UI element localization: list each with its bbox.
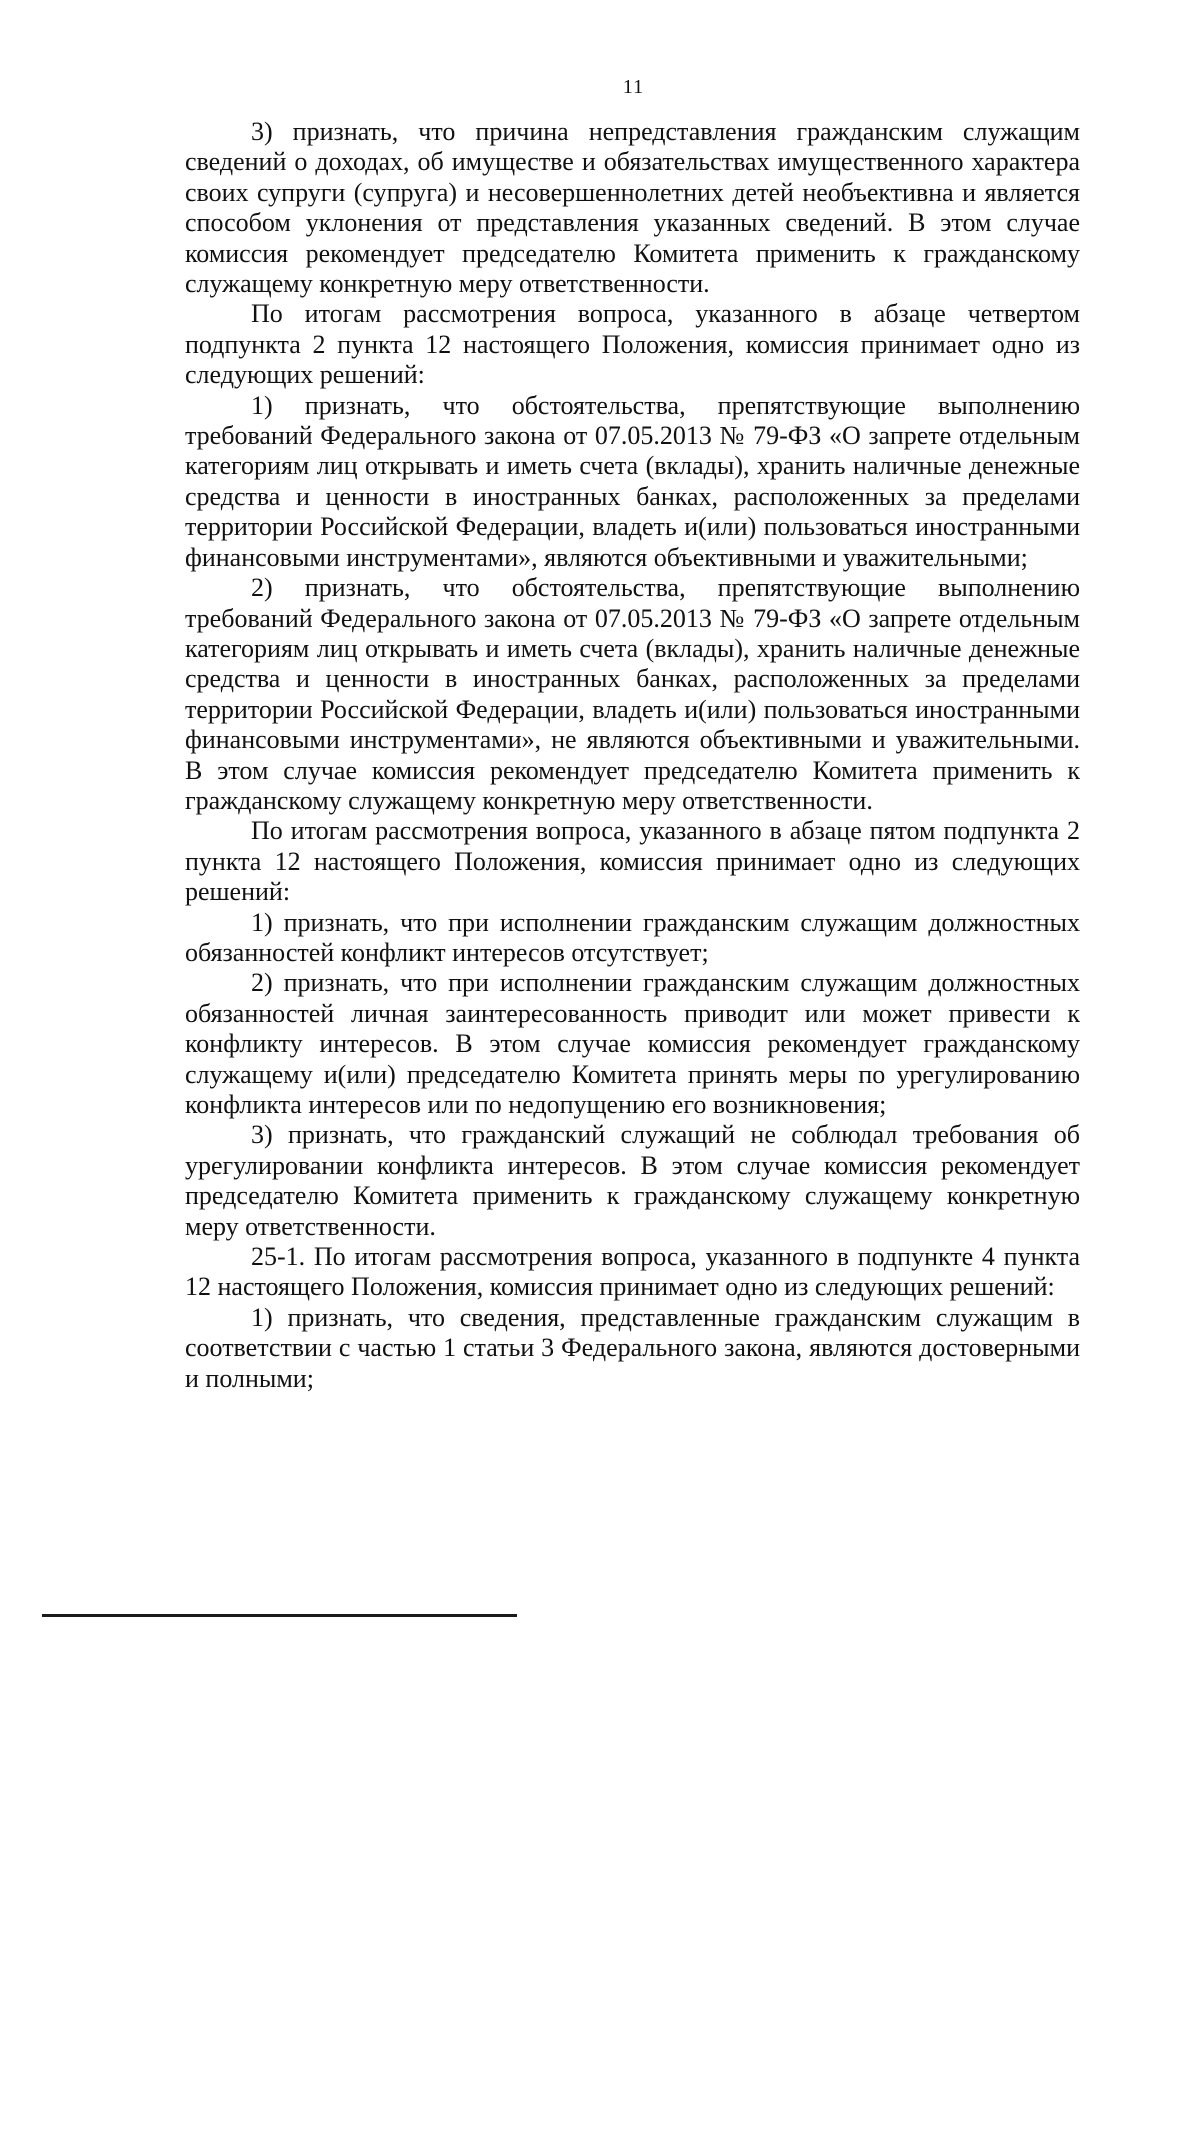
paragraph-25-1-intro: 25-1. По итогам рассмотрения вопроса, указанного в подпункте 4 пункта 12 настоящего Положения, комиссия принимает одно из следующих решений:: [185, 1242, 1080, 1302]
paragraph-decision-2-conflict-possible: 2) признать, что при исполнении гражданским служащим должностных обязанностей личная заинтересованность приводит или может привести к конфликту интересов. В этом случае комиссия рекомендует гражданскому служащему и(или) председателю Комитета принять меры по урегулированию конфликта интересов или по недопущению его возникновения;: [185, 968, 1080, 1119]
paragraph-decision-2-non-objective-circumstances: 2) признать, что обстоятельства, препятствующие выполнению требований Федерального закона от 07.05.2013 № 79-ФЗ «О запрете отдельным категориям лиц открывать и иметь счета (вклады), хранить наличные денежные средства и ценности в иностранных банках, расположенных за пределами территории Российской Федерации, владеть и(или) пользоваться иностранными финансовыми инструментами», не являются объективными и уважительными. В этом случае комиссия рекомендует председателю Комитета применить к гражданскому служащему конкретную меру ответственности.: [185, 573, 1080, 815]
paragraph-25-1-decision-1: 1) признать, что сведения, представленные гражданским служащим в соответствии с частью 1 статьи 3 Федерального закона, являются достоверными и полными;: [185, 1302, 1080, 1393]
paragraph-decision-3-not-compliant: 3) признать, что гражданский служащий не соблюдал требования об урегулировании конфликта интересов. В этом случае комиссия рекомендует председателю Комитета применить к гражданскому служащему конкретную меру ответственности.: [185, 1120, 1080, 1241]
paragraph-decision-3-unreported-income: 3) признать, что причина непредставления гражданским служащим сведений о доходах, об имуществе и обязательствах имущественного характера своих супруги (супруга) и несовершеннолетних детей необъективна и является способом уклонения от представления указанных сведений. В этом случае комиссия рекомендует председателю Комитета применить к гражданскому служащему конкретную меру ответственности.: [185, 117, 1080, 299]
document-body: [185, 117, 1080, 1394]
footnote-divider: [42, 1614, 517, 1617]
paragraph-decision-1-no-conflict: 1) признать, что при исполнении гражданским служащим должностных обязанностей конфликт интересов отсутствует;: [185, 907, 1080, 967]
paragraph-intro-abzac-5: По итогам рассмотрения вопроса, указанного в абзаце пятом подпункта 2 пункта 12 настоящего Положения, комиссия принимает одно из следующих решений:: [185, 816, 1080, 907]
page-number: 11: [622, 76, 645, 98]
paragraph-decision-1-objective-circumstances: 1) признать, что обстоятельства, препятствующие выполнению требований Федерального закона от 07.05.2013 № 79-ФЗ «О запрете отдельным категориям лиц открывать и иметь счета (вклады), хранить наличные денежные средства и ценности в иностранных банках, расположенных за пределами территории Российской Федерации, владеть и(или) пользоваться иностранными финансовыми инструментами», являются объективными и уважительными;: [185, 390, 1080, 572]
paragraph-intro-abzac-4: По итогам рассмотрения вопроса, указанного в абзаце четвертом подпункта 2 пункта 12 настоящего Положения, комиссия принимает одно из следующих решений:: [185, 299, 1080, 390]
